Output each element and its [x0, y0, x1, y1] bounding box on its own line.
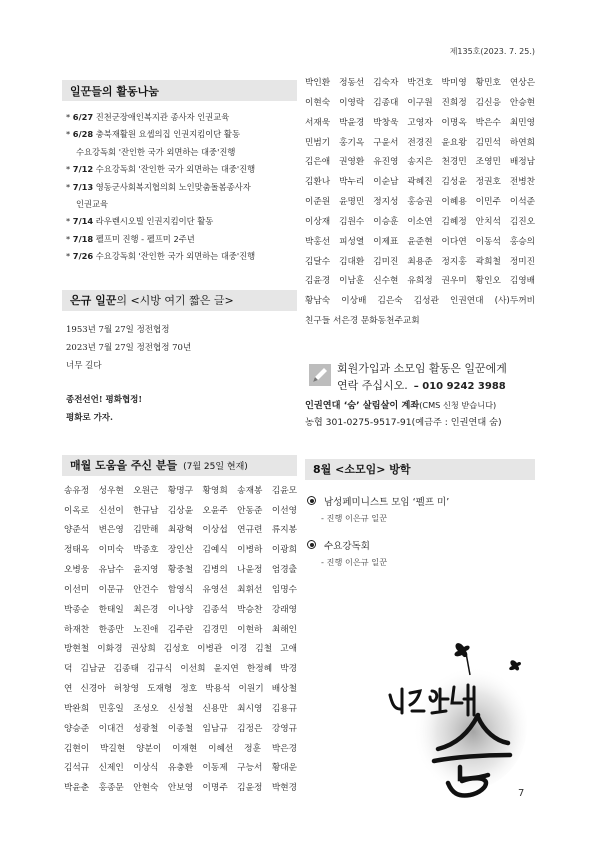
donors-heading: 매월 도움을 주신 분들 (7월 25일 현재)	[62, 455, 297, 476]
pencil-note-icon	[309, 364, 331, 386]
donor-line: 김은애 권영환 유진영 송지은 천경민 조영민 배정남	[305, 157, 535, 168]
donor-line: 김윤경 이남훈 신수현 유희정 권우미 황인오 김영배	[305, 276, 535, 287]
poem-heading: 은규 일꾼 의 <시방 여기 짧은 글>	[62, 290, 297, 311]
join-text-line2: 연락 주십시오.	[337, 378, 408, 392]
donor-line: 양승준 이대건 성광철 이종철 임남규 김정은 강영규	[64, 723, 297, 734]
meeting-item: 남성페미니스트 모임 ‘펠프 미’ - 진행 이은규 일꾼	[305, 494, 535, 524]
activity-item-cont: 수요강독회 '잔인한 국가 외면하는 대중'진행	[76, 146, 236, 157]
poem-line: 1953년 7월 27일 정전협정	[66, 324, 170, 335]
donor-line: 양준석 변은영 김만해 최광혁 이상섭 연규련 류지봉	[64, 525, 297, 536]
donor-names-right	[305, 74, 535, 332]
donor-line: 김환나 박누리 이순남 곽혜진 김성윤 정권호 전병찬	[305, 177, 535, 188]
donor-line: 하재찬 한종만 노진애 김주란 김경민 이현하 최해인	[64, 624, 297, 635]
donor-line: 이준원 윤명민 정지성 홍승권 이혜용 이민주 이석준	[305, 197, 535, 208]
activity-item: * 7/26 수요강독회 '잔인한 국가 외면하는 대중'진행	[66, 251, 256, 262]
bullet-icon	[307, 496, 316, 505]
join-text-line1: 회원가입과 소모임 활동은 일꾼에게	[337, 361, 507, 375]
bank-account: 인권연대 ‘숨’ 살림살이 계좌(CMS 신청 받습니다) 농협 301-0275-9517-91(예금주 : 인권연대 숨)	[305, 397, 535, 431]
meeting-item: 수요강독회 - 진행 이은규 일꾼	[305, 538, 535, 568]
activities-heading: 일꾼들의 활동나눔	[62, 80, 297, 101]
donor-line: 이선미 이문규 안건수 함영식 유영선 최휘선 임명수	[64, 584, 297, 595]
donor-line: 민범기 홍기옥 구윤서 전경진 윤요왕 김민석 하연희	[305, 137, 535, 148]
activity-item: * 7/13 영동군사회복지협의회 노인맞춤돌봄종사자	[66, 181, 251, 192]
poem-line: 종전선언! 평화협정!	[66, 394, 143, 405]
donor-line: 이현숙 이영락 김종대 이구원 진희정 김신응 안승현	[305, 97, 535, 108]
donor-line: 박홍선 피성열 이제표 윤준현 이다연 이동석 홍승의	[305, 236, 535, 247]
donor-line: 박윤춘 홍종문 안현숙 안보영 이명주 김윤정 박현경	[64, 783, 297, 794]
bank-account-number: 농협 301-0275-9517-91(예금주 : 인권연대 숨)	[305, 416, 502, 428]
poem-body	[62, 311, 297, 427]
activity-item: * 6/28 충북재활원 요셉의집 인권지킴이단 활동	[66, 129, 240, 140]
activities-list	[62, 101, 297, 266]
poem-line: 너무 길다	[66, 360, 102, 371]
donor-line: 친구들 서은경 문화동천주교회	[305, 316, 420, 327]
bullet-icon	[307, 540, 316, 549]
right-column	[305, 74, 535, 568]
donor-names-left	[62, 476, 297, 800]
activity-item-cont: 인권교육	[76, 199, 109, 210]
bank-account-title: 인권연대 ‘숨’ 살림살이 계좌	[305, 399, 420, 411]
activity-item: * 7/14 라우렌시오빌 인권지킴이단 활동	[66, 216, 214, 227]
page-number: 7	[518, 788, 525, 799]
donor-line: 김석규 신제인 이상식 유충환 이동제 구능서 황대운	[64, 763, 297, 774]
donor-line: 김현이 박길현 양분이 이재현 이혜선 정훈 박은경	[64, 743, 297, 754]
donor-line: 덕 김남균 김종태 김규식 이선희 윤지연 한정혜 박경	[64, 664, 297, 675]
activity-item: * 7/12 수요강독회 '잔인한 국가 외면하는 대중'진행	[66, 164, 256, 175]
donor-line: 오병웅 유남수 윤지영 황중철 김병의 나윤정 엄경출	[64, 565, 297, 576]
donor-line: 방현철 이화경 권상희 김성호 이병관 이경 김철 고애	[64, 644, 297, 655]
phone-number: – 010 9242 3988	[413, 380, 506, 392]
donor-line: 연 신경아 허창영 도재형 정호 박용석 이원기 배상철	[64, 684, 297, 695]
donor-line: 황남숙 이상배 김은숙 김성관 인권연대 (사)두꺼비	[305, 296, 535, 307]
activity-item: * 7/18 펠프미 진행 - 펠프미 2주년	[66, 233, 195, 244]
donor-line: 정태옥 이미숙 박종호 장인산 김예식 이병하 이광희	[64, 545, 297, 556]
donor-line: 송유정 성우현 오원근 황명구 황영희 송재봉 김윤모	[64, 485, 297, 496]
donor-line: 서재욱 박윤경 박창욱 고영자 이명옥 박은수 최민영	[305, 117, 535, 128]
activity-item: * 6/27 진천군장애인복지관 종사자 인권교육	[66, 112, 230, 122]
donor-line: 박인환 정동선 김숙자 박건호 박미영 황민호 연상은	[305, 78, 535, 88]
donor-line: 이상재 김원수 이승훈 이소연 김혜정 안치석 김진오	[305, 216, 535, 227]
join-notice	[305, 360, 535, 395]
meetings-heading: 8월 <소모임> 방학	[305, 459, 535, 480]
donor-line: 김달수 김대환 김미진 최용준 정지홍 곽희철 정미진	[305, 256, 535, 267]
donor-line: 이옥로 신선이 한규남 김상윤 오윤주 안동준 이선영	[64, 505, 297, 516]
issue-number: 제135호(2023. 7. 25.)	[449, 47, 535, 56]
donor-line: 박완희 민홍일 조성오 신성철 신용만 최시영 김용규	[64, 703, 297, 714]
poem-line: 평화로 가자.	[66, 412, 113, 423]
donor-line: 박종순 한태일 최은경 이나양 김종석 박승찬 강래영	[64, 604, 297, 615]
poem-line: 2023년 7월 27일 정전협정 70년	[66, 342, 192, 353]
left-column	[62, 80, 297, 799]
calligraphy-logo	[382, 635, 532, 800]
